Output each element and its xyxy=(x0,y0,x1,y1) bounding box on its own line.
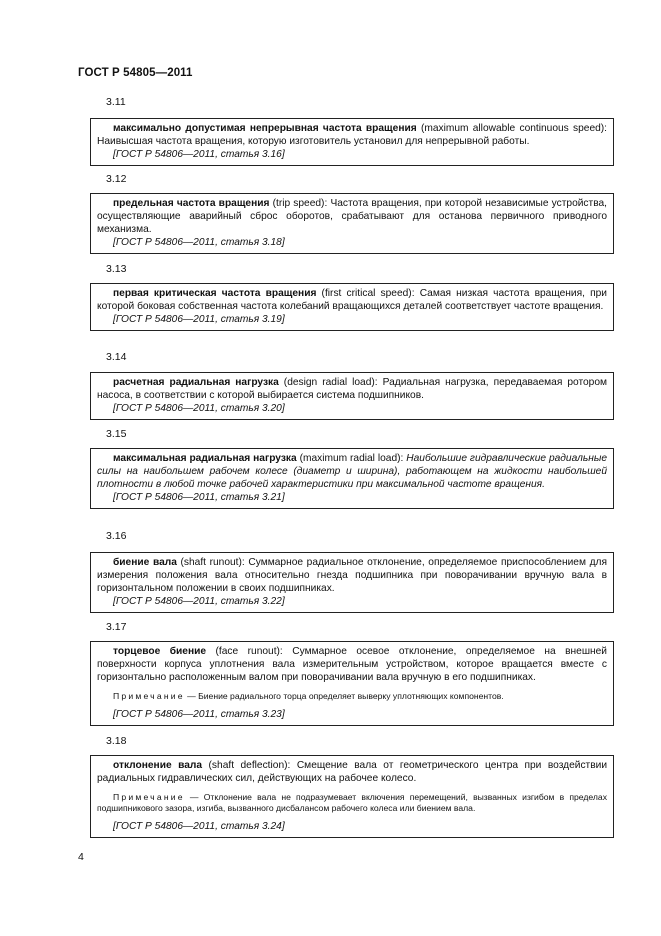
term: первая критическая частота вращения xyxy=(113,288,317,299)
definition-text: Наибольшие гидравлические радиальные силы на наибольшем рабочем колесе (диаметр и ширина), работающем на жидкости наибольшей плотности в любой точке рабочей характеристики при максимальной частоте вращения. xyxy=(97,453,607,490)
term-box xyxy=(90,755,614,838)
definition-text: Суммарное осевое отклонение, определяемое на внешней поверхности корпуса уплотнения вала измерительным устройством, которое вращается вместе с горизонтально расположенным валом при поворачивании вала вручную в его подшипниках. xyxy=(97,646,607,683)
note-text: — Отклонение вала не подразумевает включения перемещений, вызванных изгибом в пределах подшипникового зазора, изгиба, вызванного дисбалансом рабочего колеса или биением вала. xyxy=(97,792,607,813)
note xyxy=(97,691,607,702)
english-term: (design radial load): xyxy=(278,377,383,388)
entry-number: 3.16 xyxy=(106,530,127,542)
reference: [ГОСТ Р 54806—2011, статья 3.24] xyxy=(113,821,285,832)
term: биение вала xyxy=(113,557,177,568)
reference: [ГОСТ Р 54806—2011, статья 3.19] xyxy=(113,314,285,325)
entry-number: 3.15 xyxy=(106,428,127,440)
term: предельная частота вращения xyxy=(113,198,270,209)
entry-number: 3.13 xyxy=(106,263,127,275)
term-box xyxy=(90,118,614,166)
definition-text: Частота вращения, при которой независимые устройства, осуществляющие аварийный сброс оборотов, срабатывают для останова первичного приводного механизма. xyxy=(97,198,607,235)
definition-paragraph xyxy=(97,759,607,785)
english-term: (shaft runout): xyxy=(176,557,249,568)
reference: [ГОСТ Р 54806—2011, статья 3.16] xyxy=(113,149,285,160)
note xyxy=(97,792,607,814)
document-header: ГОСТ Р 54805—2011 xyxy=(78,67,193,79)
english-term: (maximum allowable continuous speed): xyxy=(416,123,608,134)
definition-text: Суммарное радиальное отклонение, определяемое приспособлением для измерения положения вала относительно гнезда подшипника при поворачивании вручную вала в горизонтальном положении в своих подшипниках. xyxy=(97,557,607,594)
entry-number: 3.12 xyxy=(106,173,127,185)
definition-paragraph xyxy=(97,287,607,313)
term: торцевое биение xyxy=(113,646,207,657)
definition-text: Наивысшая частота вращения, которую изготовитель установил для непрерывной работы. xyxy=(97,136,530,147)
term-box xyxy=(90,552,614,613)
note-text: — Биение радиального торца определяет выверку уплотняющих компонентов. xyxy=(184,691,504,701)
reference: [ГОСТ Р 54806—2011, статья 3.23] xyxy=(113,709,285,720)
english-term: (maximum radial load): xyxy=(296,453,407,464)
reference: [ГОСТ Р 54806—2011, статья 3.18] xyxy=(113,237,285,248)
definition-paragraph xyxy=(97,122,607,148)
page-number: 4 xyxy=(78,851,84,863)
term-box xyxy=(90,448,614,509)
term: отклонение вала xyxy=(113,760,203,771)
term-box xyxy=(90,193,614,254)
definition-text: Самая низкая частота вращения, при которой боковая собственная частота колебаний вращающихся деталей соответствует частоте вращения. xyxy=(97,288,607,312)
english-term: (trip speed): xyxy=(269,198,331,209)
definition-paragraph xyxy=(97,556,607,595)
term: расчетная радиальная нагрузка xyxy=(113,377,279,388)
term-box xyxy=(90,372,614,420)
entry-number: 3.11 xyxy=(106,96,126,108)
term-box xyxy=(90,641,614,726)
note-label: Примечание xyxy=(113,691,185,701)
reference: [ГОСТ Р 54806—2011, статья 3.20] xyxy=(113,403,285,414)
definition-paragraph xyxy=(97,645,607,684)
entry-number: 3.14 xyxy=(106,351,127,363)
note-label: Примечание xyxy=(113,792,185,802)
english-term: (first critical speed): xyxy=(316,288,420,299)
definition-text: Радиальная нагрузка, передаваемая ротором насоса, в соответствии с которой выбирается система подшипников. xyxy=(97,377,607,401)
term: максимальная радиальная нагрузка xyxy=(113,453,297,464)
definition-paragraph xyxy=(97,376,607,402)
reference: [ГОСТ Р 54806—2011, статья 3.22] xyxy=(113,596,285,607)
term: максимально допустимая непрерывная частота вращения xyxy=(113,123,417,134)
reference: [ГОСТ Р 54806—2011, статья 3.21] xyxy=(113,492,285,503)
english-term: (shaft deflection): xyxy=(202,760,297,771)
english-term: (face runout): xyxy=(206,646,293,657)
definition-paragraph xyxy=(97,452,607,491)
term-box xyxy=(90,283,614,331)
definition-paragraph xyxy=(97,197,607,236)
entry-number: 3.17 xyxy=(106,621,127,633)
entry-number: 3.18 xyxy=(106,735,127,747)
definition-text: Смещение вала от геометрического центра при воздействии радиальных гидравлических сил, действующих на рабочее колесо. xyxy=(97,760,608,784)
